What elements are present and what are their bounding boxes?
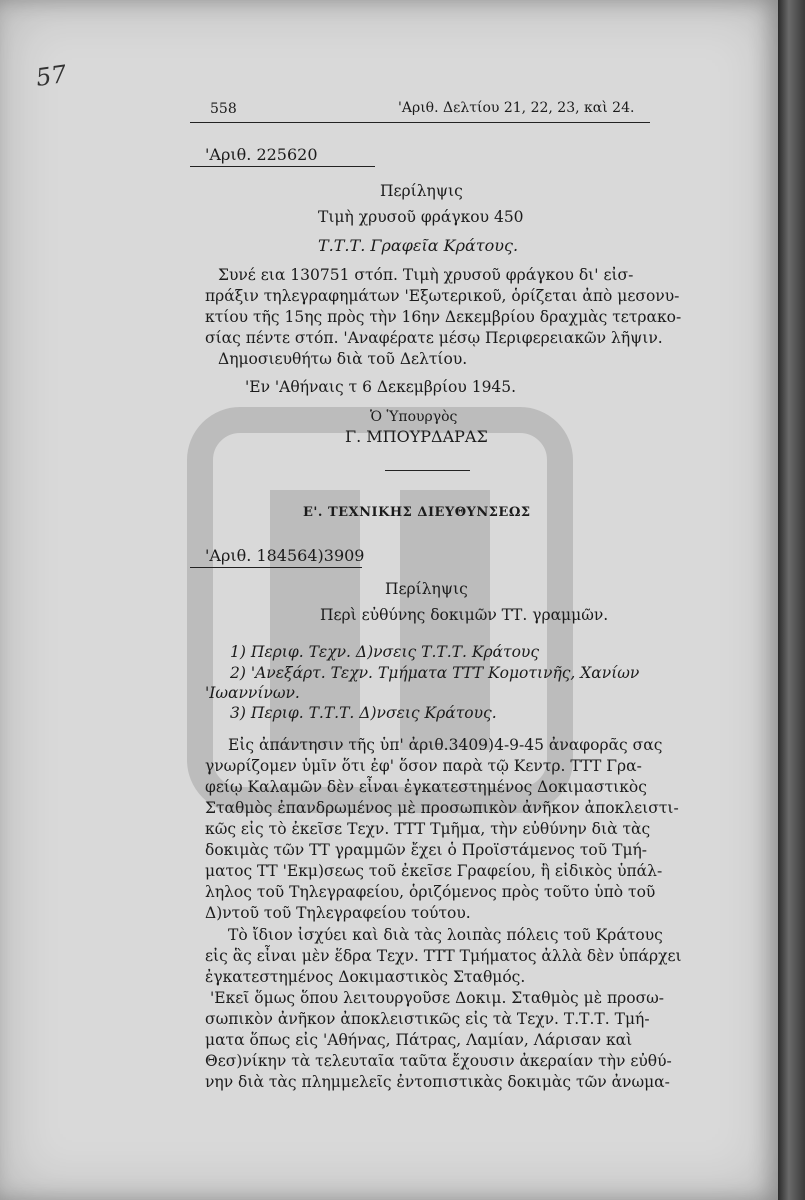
- signatory-title: Ὁ Ὑπουργὸς: [370, 409, 458, 425]
- body-line: ληλος τοῦ Τηλεγραφείου, ὁριζόμενος πρὸς τοῦτο ὑπὸ τοῦ: [205, 883, 656, 901]
- summary-text: Περὶ εὐθύνης δοκιμῶν ΤΤ. γραμμῶν.: [320, 606, 609, 624]
- body-line: 'Εκεῖ ὅμως ὅπου λειτουργοῦσε Δοκιμ. Σταθμὸς μὲ προσω-: [210, 989, 665, 1007]
- body-line: Θεσ)νίκην τὰ τελευταῖα ταῦτα ἔχουσιν ἀκεραίαν τὴν εὐθύ-: [205, 1052, 672, 1070]
- body-line: δοκιμὰς τῶν ΤΤ γραμμῶν ἔχει ὁ Προϊστάμενος τοῦ Τμή-: [205, 841, 648, 859]
- decision-number: 'Αριθ. 225620: [205, 145, 318, 164]
- addressee-item: 3) Περιφ. Τ.Τ.Τ. Δ)νσεις Κράτους.: [230, 704, 497, 722]
- body-line: Δημοσιευθήτω διὰ τοῦ Δελτίου.: [218, 350, 468, 368]
- page-number: 558: [210, 101, 237, 117]
- body-line: Συνέ εια 130751 στόπ. Τιμὴ χρυσοῦ φράγκου δι' εἰσ-: [218, 266, 634, 284]
- body-line: κῶς εἰς τὸ ἐκεῖσε Τεχν. ΤΤΤ Τμῆμα, τὴν εὐθύνην διὰ τὰς: [205, 820, 651, 838]
- body-line: εἰς ἃς εἶναι μὲν ἕδρα Τεχν. ΤΤΤ Τμήματος ἀλλὰ δὲν ὑπάρχει: [205, 947, 682, 965]
- body-line: Τὸ ἴδιον ἰσχύει καὶ διὰ τὰς λοιπὰς πόλεις τοῦ Κράτους: [228, 926, 663, 944]
- body-line: πράξιν τηλεγραφημάτων 'Εξωτερικοῦ, ὁρίζεται ἀπὸ μεσονυ-: [205, 287, 680, 305]
- body-line: Δ)ντοῦ τοῦ Τηλεγραφείου τούτου.: [205, 904, 471, 922]
- summary-heading: Περίληψις: [385, 580, 468, 598]
- decision-number: 'Αριθ. 184564)3909: [205, 546, 365, 565]
- body-line: κτίου τῆς 15ης πρὸς τὴν 16ην Δεκεμβρίου δραχμὰς τετρακο-: [205, 308, 682, 326]
- body-line: ματα ὅπως εἰς 'Αθήνας, Πάτρας, Λαμίαν, Λάρισαν καὶ: [205, 1031, 633, 1049]
- body-line: γνωρίζομεν ὑμῖν ὅτι ἐφ' ὅσον παρὰ τῷ Κεντρ. ΤΤΤ Γρα-: [205, 757, 642, 775]
- body-line: νην διὰ τὰς πλημμελεῖς ἐντοπιστικὰς δοκιμὰς τῶν ἀνωμα-: [205, 1073, 670, 1091]
- summary-heading: Περίληψις: [380, 182, 463, 200]
- body-line: σίας πέντε στόπ. 'Αναφέρατε μέσῳ Περιφερειακῶν λῆψιν.: [205, 329, 663, 347]
- body-line: φείῳ Καλαμῶν δὲν εἶναι ἐγκατεστημένος Δοκιμαστικὸς: [205, 778, 647, 796]
- body-line: σωπικὸν ἀνῆκον ἀποκλειστικῶς εἰς τὰ Τεχν. Τ.Τ.Τ. Τμή-: [205, 1010, 650, 1028]
- addressee-item: 'Ιωαννίνων.: [205, 684, 300, 702]
- header-rule: [190, 122, 650, 123]
- body-line: Σταθμὸς ἐπανδρωμένος μὲ προσωπικὸν ἀνῆκον ἀποκλειστι-: [205, 799, 679, 817]
- addressee-item: 1) Περιφ. Τεχν. Δ)νσεις Τ.Τ.Τ. Κράτους: [230, 643, 540, 661]
- addressee-item: 2) 'Ανεξάρτ. Τεχν. Τμήματα ΤΤΤ Κομοτινῆς, Χανίων: [230, 664, 640, 682]
- page-edge: [778, 0, 805, 1200]
- section-heading: Ε'. ΤΕΧΝΙΚΗΣ ΔΙΕΥΘΥΝΣΕΩΣ: [303, 505, 531, 520]
- section-divider: [385, 470, 470, 471]
- addressee: Τ.Τ.Τ. Γραφεῖα Κράτους.: [318, 236, 519, 255]
- signatory-name: Γ. ΜΠΟΥΡΔΑΡΑΣ: [345, 427, 488, 446]
- body-line: ματος ΤΤ 'Εκμ)σεως τοῦ ἐκεῖσε Γραφείου, ἢ εἰδικὸς ὑπάλ-: [205, 862, 663, 880]
- handwritten-page-note: 57: [34, 60, 69, 92]
- body-line: ἐγκατεστημένος Δοκιμαστικὸς Σταθμός.: [205, 968, 526, 986]
- body-line: Εἰς ἀπάντησιν τῆς ὑπ' ἀριθ.3409)4-9-45 ἀναφορᾶς σας: [228, 736, 663, 754]
- bulletin-header: 'Αριθ. Δελτίου 21, 22, 23, καὶ 24.: [398, 100, 635, 116]
- summary-text: Τιμὴ χρυσοῦ φράγκου 450: [318, 208, 524, 226]
- ref-underline: [190, 567, 362, 568]
- place-date: 'Εν 'Αθήναις τ 6 Δεκεμβρίου 1945.: [245, 378, 517, 396]
- ref-underline: [190, 166, 375, 167]
